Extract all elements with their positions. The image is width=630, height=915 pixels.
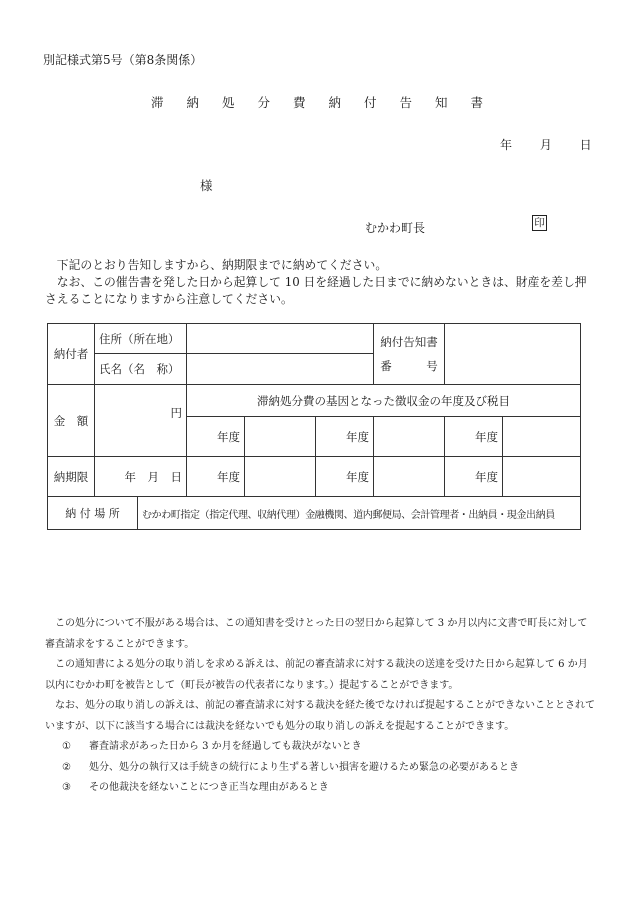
fiscal-year-label: 年度 xyxy=(187,417,245,457)
notice-number-label-line: 番 号 xyxy=(380,359,438,373)
notice-number-value xyxy=(445,324,581,385)
tax-item-cell xyxy=(245,457,316,497)
seal-mark: 印 xyxy=(532,215,547,231)
address-label: 住所（所在地） xyxy=(95,324,187,354)
tax-item-cell xyxy=(503,417,581,457)
notice-number-label xyxy=(374,324,445,385)
notes-list-item: ③ その他裁決を経ないことにつき正当な理由があるとき xyxy=(62,782,329,793)
form-number: 別記様式第5号（第8条関係） xyxy=(43,53,203,67)
basis-header: 滞納処分費の基因となった徴収金の年度及び税目 xyxy=(187,385,581,417)
due-date-value: 年 月 日 xyxy=(95,457,187,497)
notice-number-label-line: 納付告知書 xyxy=(380,335,438,349)
yen-unit: 円 xyxy=(170,405,182,420)
issuer-name: むかわ町長 xyxy=(365,221,426,235)
addressee-suffix: 様 xyxy=(200,178,213,193)
notes-list-item: ① 審査請求があった日から 3 か月を経過しても裁決がないとき xyxy=(62,741,362,752)
payer-label: 納付者 xyxy=(48,324,95,385)
intro-paragraph: 下記のとおり告知しますから、納期限までに納めてください。 xyxy=(56,258,388,272)
amount-label: 金 額 xyxy=(48,385,95,457)
notice-table xyxy=(47,323,581,530)
notes-paragraph: なお、処分の取り消しの訴えは、前記の審査請求に対する裁決を経た後でなければ提起することができないこととされていますが、以下に該当する場合には裁決を経ないでも処分の取り消しの訴えを提起することができます。 xyxy=(45,700,595,732)
fiscal-year-label: 年度 xyxy=(187,457,245,497)
tax-item-cell xyxy=(503,457,581,497)
document-title: 滞納処分費納付告知書 xyxy=(151,95,507,110)
tax-item-cell xyxy=(374,457,445,497)
name-value xyxy=(187,354,374,385)
notes-paragraph: この処分について不服がある場合は、この通知書を受けとった日の翌日から起算して 3 か月以内に文書で町長に対して審査請求をすることができます。 xyxy=(45,618,588,650)
intro-text xyxy=(45,257,590,308)
tax-item-cell xyxy=(245,417,316,457)
intro-paragraph: なお、この催告書を発した日から起算して 10 日を経過した日までに納めないときは、財産を差し押さえることになりますから注意してください。 xyxy=(45,275,587,306)
due-date-label: 納期限 xyxy=(48,457,95,497)
issue-date: 年 月 日 xyxy=(500,138,592,152)
fiscal-year-label: 年度 xyxy=(316,417,374,457)
tax-item-cell xyxy=(374,417,445,457)
fiscal-year-label: 年度 xyxy=(316,457,374,497)
fiscal-year-label: 年度 xyxy=(445,417,503,457)
notes-list-item: ② 処分、処分の執行又は手続きの続行により生ずる著しい損害を避けるため緊急の必要があるとき xyxy=(62,761,519,773)
amount-value xyxy=(95,385,187,457)
notes-paragraph: この通知書による処分の取り消しを求める訴えは、前記の審査請求に対する裁決の送達を受けた日から起算して 6 か月以内にむかわ町を被告として（町長が被告の代表者になります。）提起することができます。 xyxy=(45,659,588,691)
address-value xyxy=(187,324,374,354)
payment-place-label: 納 付 場 所 xyxy=(48,497,138,530)
appeal-notes xyxy=(45,614,595,799)
fiscal-year-label: 年度 xyxy=(445,457,503,497)
name-label: 氏名（名 称） xyxy=(95,354,187,385)
payment-place-value: むかわ町指定（指定代理、収納代理）金融機関、道内郵便局、会計管理者・出納員・現金出納員 xyxy=(138,497,581,530)
